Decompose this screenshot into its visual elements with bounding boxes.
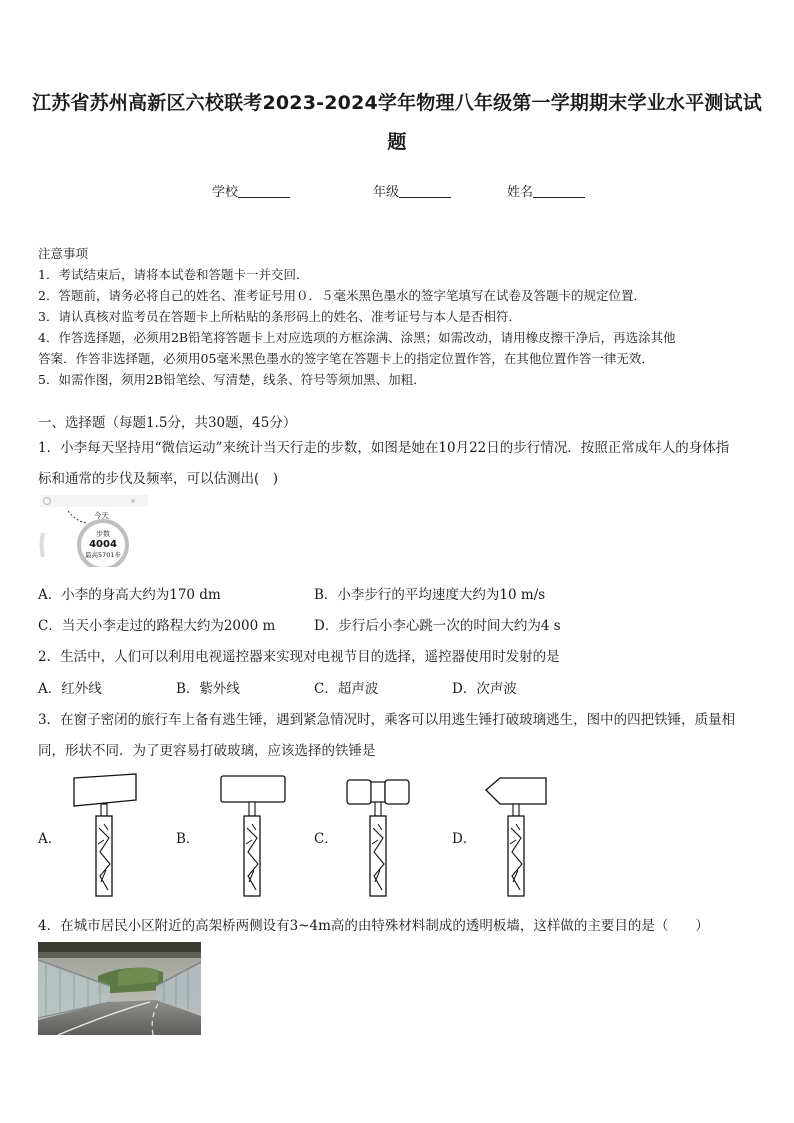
step-counter-image — [38, 493, 150, 567]
q4-stem: 4．在城市居民小区附近的高架桥两侧设有3~4m高的由特殊材料制成的透明板墙，这样做的主要目的是（ ） — [38, 918, 709, 934]
exam-title-line2: 题 — [387, 131, 407, 153]
hammer-label-b: B． — [176, 831, 200, 847]
q2-option-d: D．次声波 — [452, 681, 517, 697]
hammer-c-figure — [344, 772, 414, 900]
q1-stem-line1: 1．小李每天坚持用“微信运动”来统计当天行走的步数，如图是她在10月22日的步行情况．按照正常成年人的身体指 — [38, 440, 730, 456]
today-label: 今天 — [94, 511, 109, 520]
name-field — [507, 181, 585, 200]
hammer-a-figure — [70, 772, 140, 900]
q1-stem-line2: 标和通常的步伐及频率，可以估测出( ) — [38, 471, 279, 487]
hammer-d-figure — [482, 772, 552, 900]
q1-option-d: D．步行后小李心跳一次的时间大约为4 s — [314, 618, 561, 634]
school-blank — [238, 183, 290, 198]
q2-option-c: C．超声波 — [314, 681, 379, 697]
q2-option-b: B．紫外线 — [176, 681, 240, 697]
hammer-label-d: D． — [452, 831, 477, 847]
grade-label: 年级 — [373, 185, 400, 200]
name-blank — [533, 183, 585, 198]
hammer-label-c: C． — [314, 831, 338, 847]
q1-option-c: C．当天小李走过的路程大约为2000 m — [38, 618, 276, 634]
school-label: 学校 — [212, 185, 239, 200]
q2-option-a: A．红外线 — [38, 681, 102, 697]
notice-item: 5．如需作图，须用2B铅笔绘、写清楚，线条、符号等须加黑、加粗． — [38, 372, 426, 387]
notice-item: 4．作答选择题，必须用2B铅笔将答题卡上对应选项的方框涂满、涂黑；如需改动，请用橡皮擦干净后，再选涂其他 — [38, 330, 676, 345]
highway-photo — [38, 942, 201, 1035]
notice-item: 1．考试结束后，请将本试卷和答题卡一并交回． — [38, 267, 309, 282]
steps-value: 4004 — [89, 539, 117, 550]
q3-stem-line1: 3．在窗子密闭的旅行车上备有逃生锤，遇到紧急情况时，乘客可以用逃生锤打破玻璃逃生，图中的四把铁锤，质量相 — [38, 712, 736, 728]
notice-item: 3．请认真核对监考员在答题卡上所粘贴的条形码上的姓名、准考证号与本人是否相符． — [38, 309, 521, 324]
hammer-label-a: A． — [38, 831, 62, 847]
hammer-b-figure — [218, 772, 288, 900]
q1-option-a: A．小李的身高大约为170 dm — [38, 587, 221, 603]
exam-title-line1: 江苏省苏州高新区六校联考2023-2024学年物理八年级第一学期期末学业水平测试试 — [32, 92, 762, 114]
q1-option-b: B．小李步行的平均速度大约为10 m/s — [314, 587, 546, 603]
school-field — [212, 181, 290, 200]
section-heading: 一、选择题（每题1.5分，共30题，45分） — [38, 415, 297, 431]
notice-item: 2．答题前，请务必将自己的姓名、准考证号用０．５毫米黑色墨水的签字笔填写在试卷及答题卡的规定位置． — [38, 288, 646, 303]
grade-blank — [399, 183, 451, 198]
q2-stem: 2．生活中，人们可以利用电视遥控器来实现对电视节目的选择，遥控器使用时发射的是 — [38, 649, 560, 665]
notice-heading: 注意事项 — [38, 246, 89, 261]
name-label: 姓名 — [507, 185, 534, 200]
grade-field — [373, 181, 451, 200]
steps-label: 步数 — [96, 530, 110, 538]
q3-stem-line2: 同，形状不同．为了更容易打破玻璃，应该选择的铁锤是 — [38, 743, 376, 759]
max-steps: 最高5701步 — [84, 551, 122, 559]
notice-item: 答案．作答非选择题，必须用05毫米黑色墨水的签字笔在答题卡上的指定位置作答，在其他位置作答一律无效． — [38, 351, 654, 366]
